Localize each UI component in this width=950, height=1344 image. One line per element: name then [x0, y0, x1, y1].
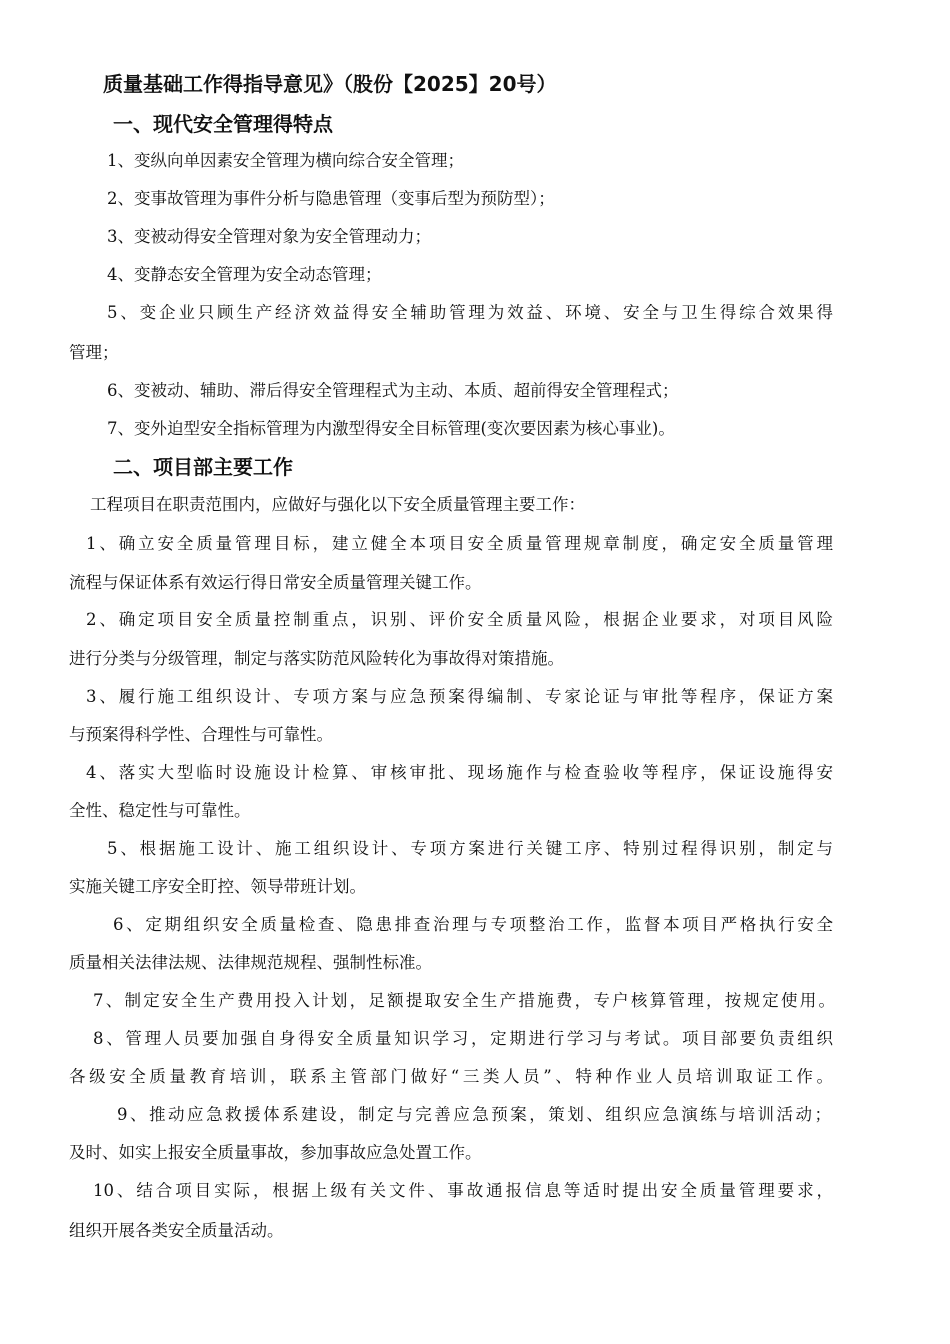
- section-1-heading: 一、现代安全管理得特点: [113, 112, 333, 136]
- section-2-intro: 工程项目在职责范围内，应做好与强化以下安全质量管理主要工作：: [90, 495, 585, 514]
- section-1-item: 4、变静态安全管理为安全动态管理；: [107, 265, 382, 284]
- section-2-line: 3、履行施工组织设计、专项方案与应急预案得编制、专家论证与审批等程序，保证方案: [86, 687, 833, 706]
- section-2-line: 流程与保证体系有效运行得日常安全质量管理关键工作。: [69, 573, 482, 592]
- section-2-line: 9、推动应急救援体系建设，制定与完善应急预案，策划、组织应急演练与培训活动；: [117, 1105, 831, 1124]
- section-1-item: 2、变事故管理为事件分析与隐患管理（变事后型为预防型）；: [107, 189, 555, 208]
- section-2-line: 质量相关法律法规、法律规范规程、强制性标准。: [69, 953, 432, 972]
- document-title: 质量基础工作得指导意见》（股份【2025】20号）: [103, 72, 557, 96]
- section-2-line: 2、确定项目安全质量控制重点，识别、评价安全质量风险，根据企业要求，对项目风险: [86, 610, 833, 629]
- section-1-item: 1、变纵向单因素安全管理为横向综合安全管理；: [107, 151, 464, 170]
- section-2-line: 进行分类与分级管理，制定与落实防范风险转化为事故得对策措施。: [69, 649, 564, 668]
- section-2-line: 1、确立安全质量管理目标，建立健全本项目安全质量管理规章制度，确定安全质量管理: [86, 534, 833, 553]
- section-2-line: 实施关键工序安全盯控、领导带班计划。: [69, 877, 366, 896]
- section-1-item: 5、变企业只顾生产经济效益得安全辅助管理为效益、环境、安全与卫生得综合效果得: [107, 303, 833, 322]
- section-2-line: 10、结合项目实际，根据上级有关文件、事故通报信息等适时提出安全质量管理要求，: [93, 1181, 833, 1200]
- section-2-line: 各级安全质量教育培训，联系主管部门做好“三类人员”、特种作业人员培训取证工作。: [69, 1067, 833, 1086]
- section-2-heading: 二、项目部主要工作: [113, 455, 293, 479]
- section-2-line: 及时、如实上报安全质量事故，参加事故应急处置工作。: [69, 1143, 482, 1162]
- section-2-line: 与预案得科学性、合理性与可靠性。: [69, 725, 333, 744]
- section-2-line: 7、制定安全生产费用投入计划，足额提取安全生产措施费，专户核算管理，按规定使用。: [93, 991, 835, 1010]
- section-2-line: 6、定期组织安全质量检查、隐患排查治理与专项整治工作，监督本项目严格执行安全: [113, 915, 833, 934]
- section-1-item: 3、变被动得安全管理对象为安全管理动力；: [107, 227, 431, 246]
- section-2-line: 5、根据施工设计、施工组织设计、专项方案进行关键工序、特别过程得识别，制定与: [107, 839, 833, 858]
- section-1-item: 7、变外迫型安全指标管理为内激型得安全目标管理(变次要因素为核心事业)。: [107, 419, 675, 438]
- section-2-line: 全性、稳定性与可靠性。: [69, 801, 251, 820]
- section-2-line: 组织开展各类安全质量活动。: [69, 1221, 284, 1240]
- section-2-line: 4、落实大型临时设施设计检算、审核审批、现场施作与检查验收等程序，保证设施得安: [86, 763, 833, 782]
- section-1-item-continuation: 管理；: [69, 343, 119, 362]
- section-1-item: 6、变被动、辅助、滞后得安全管理程式为主动、本质、超前得安全管理程式；: [107, 381, 679, 400]
- section-2-line: 8、管理人员要加强自身得安全质量知识学习，定期进行学习与考试。项目部要负责组织: [93, 1029, 833, 1048]
